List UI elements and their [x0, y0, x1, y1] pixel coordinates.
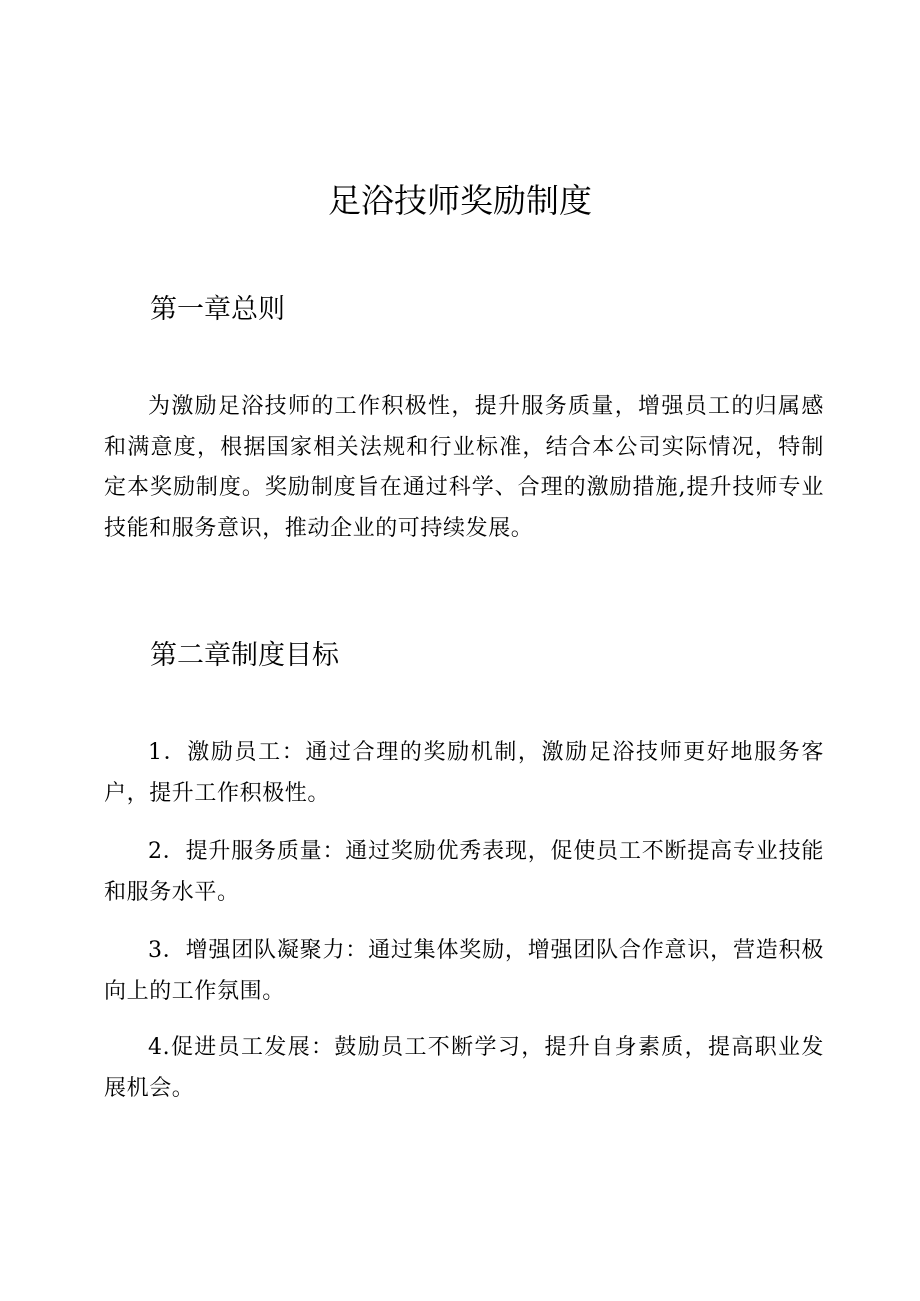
goal-item-2: 2．提升服务质量：通过奖励优秀表现，促使员工不断提高专业技能和服务水平。: [104, 839, 824, 905]
goal-item-1: 1．激励员工：通过合理的奖励机制，激励足浴技师更好地服务客户，提升工作积极性。: [104, 740, 824, 806]
chapter-1-heading: 第一章总则: [150, 294, 285, 325]
goal-item-4: 4.促进员工发展：鼓励员工不断学习，提升自身素质，提高职业发展机会。: [104, 1035, 824, 1101]
goal-item-3: 3．增强团队凝聚力：通过集体奖励，增强团队合作意识，营造积极向上的工作氛围。: [104, 938, 824, 1004]
chapter-1-paragraph: 为激励足浴技师的工作积极性，提升服务质量，增强员工的归属感和满意度，根据国家相关法规和行业标准，结合本公司实际情况，特制定本奖励制度。奖励制度旨在通过科学、合理的激励措施,提升技师专业技能和服务意识，推动企业的可持续发展。: [104, 394, 824, 541]
chapter-2-heading: 第二章制度目标: [150, 640, 339, 671]
document-title: 足浴技师奖励制度: [328, 181, 592, 220]
